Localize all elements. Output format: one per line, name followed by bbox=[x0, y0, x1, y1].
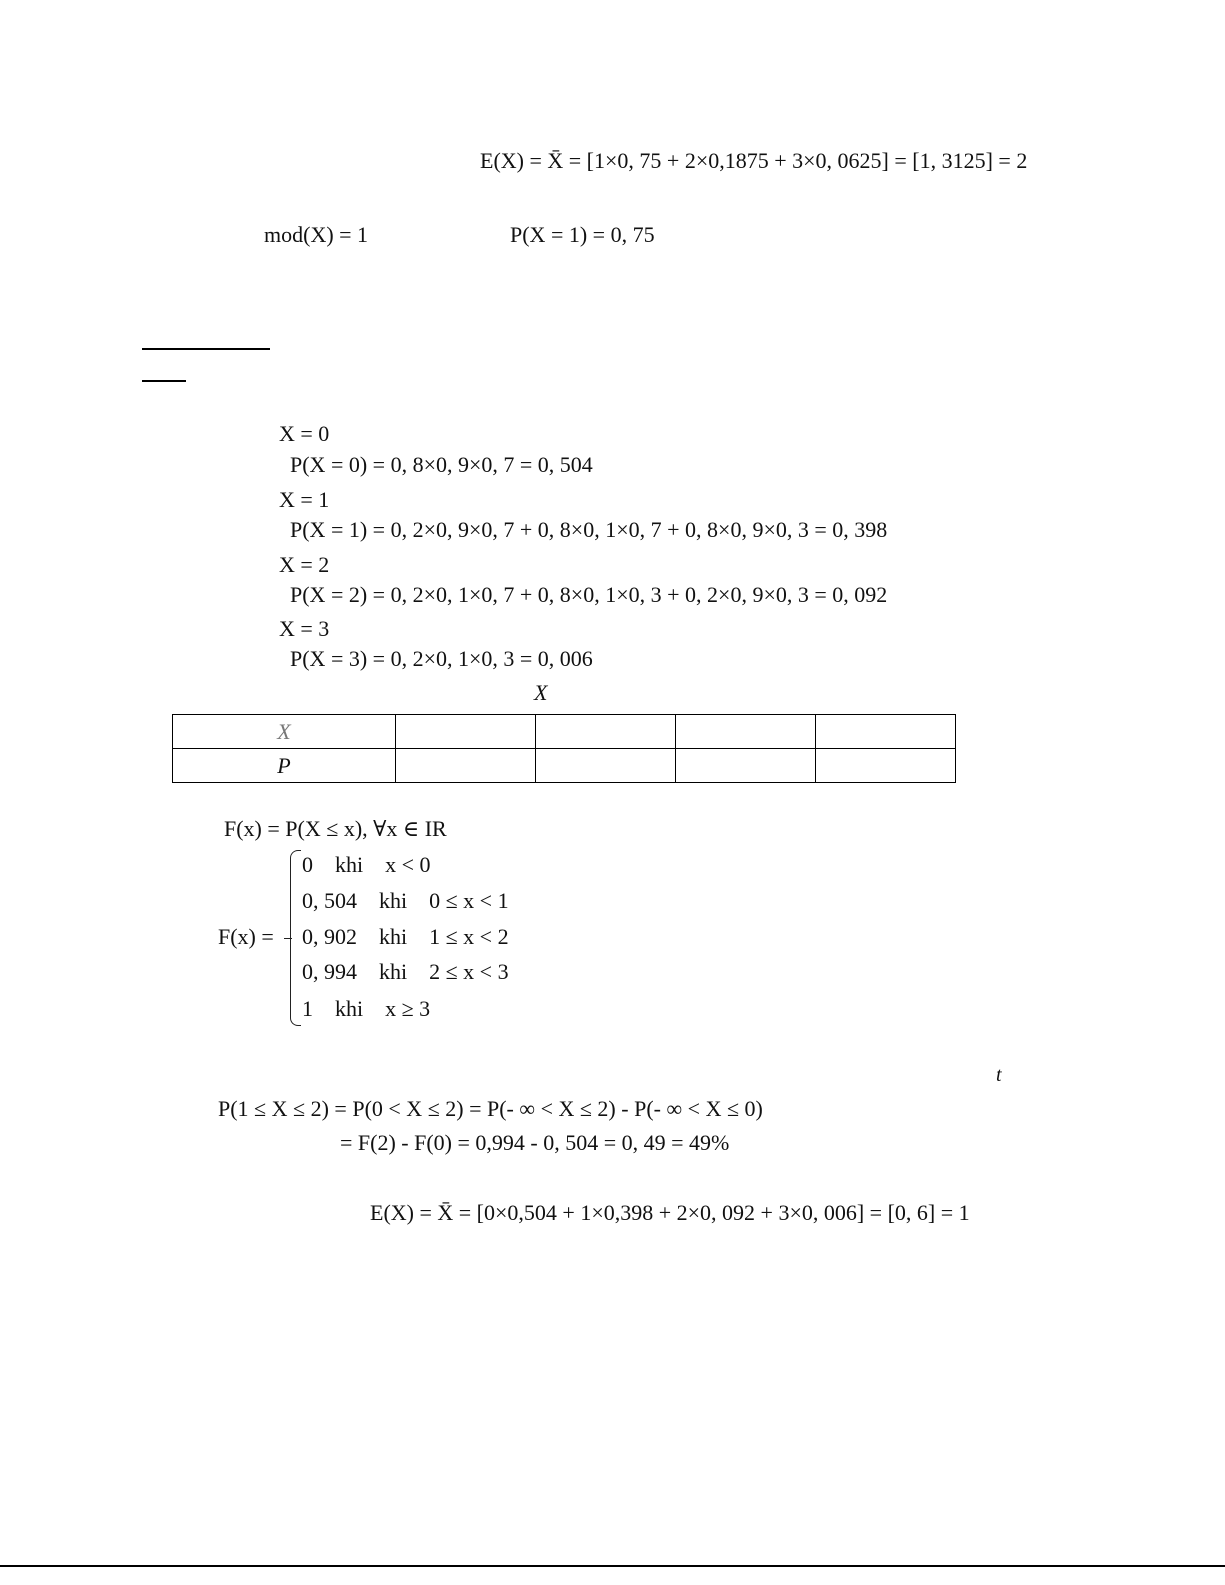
table-row bbox=[173, 715, 956, 749]
cdf-piece: 0, 902 khi 1 ≤ x < 2 bbox=[302, 924, 509, 949]
case-probability: P(X = 0) = 0, 8×0, 9×0, 7 = 0, 504 bbox=[290, 452, 593, 477]
cdf-piece: 0 khi x < 0 bbox=[302, 852, 431, 877]
case-probability: P(X = 2) = 0, 2×0, 1×0, 7 + 0, 8×0, 1×0, 3 + 0, 2×0, 9×0, 3 = 0, 092 bbox=[290, 582, 888, 607]
case-value: X = 3 bbox=[279, 616, 330, 641]
case-value: X = 2 bbox=[279, 552, 330, 577]
table-row bbox=[173, 749, 956, 783]
cdf-piece: 0, 994 khi 2 ≤ x < 3 bbox=[302, 959, 509, 984]
table-cell bbox=[536, 715, 676, 749]
mode-probability: P(X = 1) = 0, 75 bbox=[510, 222, 655, 247]
table-cell bbox=[816, 715, 956, 749]
stray-variable: t bbox=[996, 1064, 1002, 1086]
case-probability: P(X = 3) = 0, 2×0, 1×0, 3 = 0, 006 bbox=[290, 646, 593, 671]
case-probability: P(X = 1) = 0, 2×0, 9×0, 7 + 0, 8×0, 1×0, 7 + 0, 8×0, 9×0, 3 = 0, 398 bbox=[290, 517, 888, 542]
table-cell bbox=[676, 715, 816, 749]
table-cell bbox=[396, 749, 536, 783]
distribution-table bbox=[172, 714, 956, 783]
table-caption: X bbox=[534, 680, 548, 705]
expectation-formula-1: E(X) = X̄ = [1×0, 75 + 2×0,1875 + 3×0, 0625] = [1, 3125] = 2 bbox=[480, 148, 1028, 173]
case-value: X = 1 bbox=[279, 487, 330, 512]
expectation-formula-2: E(X) = X̄ = [0×0,504 + 1×0,398 + 2×0, 092 + 3×0, 006] = [0, 6] = 1 bbox=[370, 1200, 970, 1225]
table-header-p: P bbox=[173, 749, 396, 783]
subheading-underline bbox=[142, 380, 186, 382]
table-cell bbox=[676, 749, 816, 783]
interval-probability-line-1: P(1 ≤ X ≤ 2) = P(0 < X ≤ 2) = P(- ∞ < X ≤ 2) - P(- ∞ < X ≤ 0) bbox=[218, 1096, 763, 1121]
table-cell bbox=[536, 749, 676, 783]
interval-probability-line-2: = F(2) - F(0) = 0,994 - 0, 504 = 0, 49 = 49% bbox=[340, 1130, 730, 1155]
table-cell bbox=[396, 715, 536, 749]
mode-formula: mod(X) = 1 bbox=[264, 222, 369, 247]
cdf-brace-tip bbox=[284, 932, 292, 939]
cdf-lhs: F(x) = bbox=[218, 924, 274, 949]
table-cell bbox=[816, 749, 956, 783]
table-header-x: X bbox=[173, 715, 396, 749]
cdf-piece: 0, 504 khi 0 ≤ x < 1 bbox=[302, 888, 509, 913]
cdf-definition: F(x) = P(X ≤ x), ∀x ∈ IR bbox=[224, 816, 447, 841]
page-bottom-rule bbox=[0, 1565, 1225, 1567]
heading-underline bbox=[142, 348, 270, 350]
case-value: X = 0 bbox=[279, 421, 330, 446]
cdf-piece: 1 khi x ≥ 3 bbox=[302, 996, 431, 1021]
